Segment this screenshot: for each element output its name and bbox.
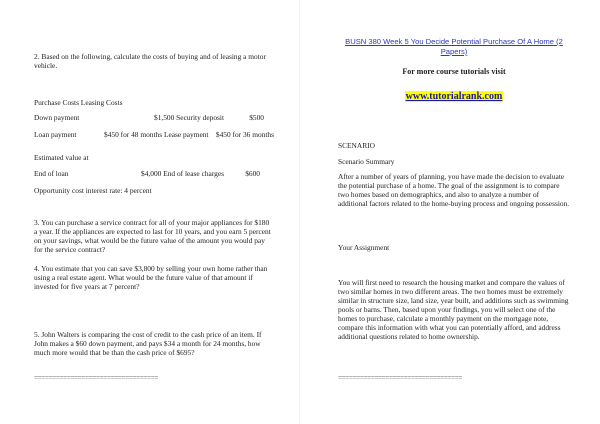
scenario-heading-text: SCENARIO	[338, 141, 375, 150]
cost-row-label: Loan payment	[34, 130, 77, 139]
summary-paragraph	[338, 172, 570, 208]
visit-label: For more course tutorials visit	[402, 67, 506, 76]
cost-row-1	[34, 130, 274, 139]
scenario-heading	[338, 141, 570, 150]
question-4-text: 4. You estimate that you can save $3,800 by selling your own home rather than using a real estate agent. What would be the future value of that amount if invested for five years at 7 percent?	[34, 264, 268, 291]
costs-header-text: Purchase Costs Leasing Costs	[34, 98, 123, 107]
cost-row-label: End of loan	[34, 169, 69, 178]
question-2	[34, 52, 274, 70]
assignment-paragraph-text: You will first need to research the housing market and compare the values of two similar homes in two different areas. The two homes must be extremely similar in structure size, land size, year built, and additions such as swimming pools or barns. Then, based upon your findings, you will select one of the homes to purchase, calculate a monthly payment on the mortgage note, compare this information with what you can potentially afford, and address additional questions related to home ownership.	[338, 278, 569, 341]
cost-row-lease-value: $450 for 36 months	[215, 130, 274, 139]
question-4	[34, 264, 274, 291]
cost-row-2	[34, 153, 274, 162]
assignment-paragraph	[338, 278, 570, 341]
cost-row-value: $4,000 End of lease charges	[141, 169, 224, 178]
summary-heading	[338, 157, 570, 166]
left-separator	[34, 374, 274, 383]
cost-row-label: Estimated value at	[34, 153, 89, 162]
cost-row-label: Down payment	[34, 113, 80, 122]
separator-line: ==================================	[34, 374, 159, 382]
cost-row-1-text	[34, 130, 274, 139]
cost-row-lease-value: $500	[249, 113, 264, 122]
cost-row-value: $1,500 Security deposit	[154, 113, 224, 122]
right-separator	[338, 374, 570, 383]
costs-header	[34, 98, 274, 107]
summary-paragraph-text: After a number of years of planning, you have made the decision to evaluate the potential purchase of a home. The goal of the assignment is to compare two homes based on demographics, and also to analyze a number of additional factors related to the home-buying process and ongoing possession.	[338, 172, 570, 208]
question-2-text: 2. Based on the following, calculate the costs of buying and of leasing a motor vehicle.	[34, 52, 266, 70]
question-3-text: 3. You can purchase a service contract for all of your major appliances for $180 a year. If the appliances are expected to last for 10 years, and you earn 5 percent on your savings, what would be the future value of the amount you would pay for the service contract?	[34, 218, 271, 254]
question-5-text: 5. John Walters is comparing the cost of credit to the cash price of an item. If John makes a $60 down payment, and pays $34 a month for 24 months, how much more would that be than the cash price of $695?	[34, 330, 262, 357]
cost-row-3	[34, 169, 274, 178]
interest-rate	[34, 186, 274, 195]
cost-row-lease-value: $600	[245, 169, 260, 178]
visit-text	[338, 67, 570, 76]
question-3	[34, 218, 274, 254]
page-gutter	[299, 0, 300, 424]
site-link[interactable]	[338, 86, 570, 104]
cost-row-value: $450 for 48 months Lease payment	[104, 130, 209, 139]
title-link[interactable]	[338, 37, 570, 57]
separator-line: ==================================	[338, 374, 463, 382]
question-5	[34, 330, 274, 357]
interest-rate-text: Opportunity cost interest rate: 4 percent	[34, 186, 152, 195]
tutorialrank-link[interactable]: www.tutorialrank.com	[405, 91, 503, 102]
assignment-heading	[338, 243, 570, 252]
cost-row-0	[34, 113, 274, 122]
assignment-heading-text: Your Assignment	[338, 243, 390, 252]
course-title-link[interactable]: BUSN 380 Week 5 You Decide Potential Purchase Of A Home (2 Papers)	[345, 37, 563, 56]
summary-heading-text: Scenario Summary	[338, 157, 395, 166]
